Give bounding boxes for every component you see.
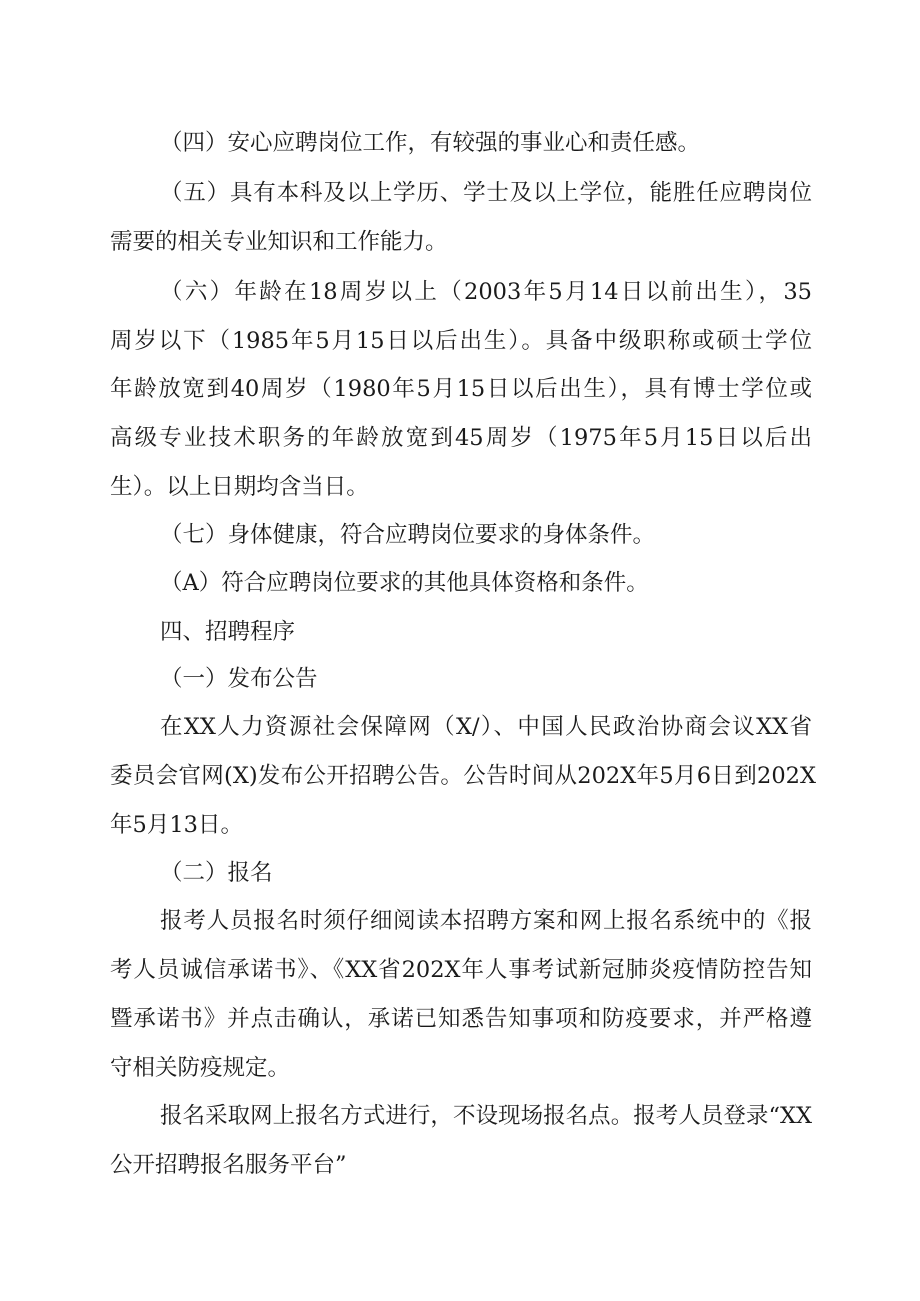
para-qualification-8: （A）符合应聘岗位要求的其他具体资格和条件。 xyxy=(160,570,649,596)
para-qualification-7: （七）身体健康，符合应聘岗位要求的身体条件。 xyxy=(160,522,656,548)
para-registration-line-3: 暨承诺书》并点击确认，承诺已知悉告知事项和防疫要求，并严格遵 xyxy=(110,1006,812,1032)
subheading-publish-notice: （一）发布公告 xyxy=(160,666,318,692)
para-notice-line-1: 在XX人力资源社会保障网（X/）、中国人民政治协商会议XX省 xyxy=(160,714,812,740)
para-qualification-5-line-2: 需要的相关专业知识和工作能力。 xyxy=(110,229,448,255)
para-qualification-6-line-3: 年龄放宽到40周岁（1980年5月15日以后出生），具有博士学位或 xyxy=(110,376,812,402)
para-online-registration-line-1: 报名采取网上报名方式进行，不设现场报名点。报考人员登录“XX xyxy=(160,1103,812,1129)
para-online-registration-line-2: 公开招聘报名服务平台” xyxy=(110,1152,347,1178)
para-qualification-6-line-2: 周岁以下（1985年5月15日以后出生）。具备中级职称或硕士学位 xyxy=(110,328,812,354)
para-notice-line-3: 年5月13日。 xyxy=(110,812,243,838)
subheading-registration: （二）报名 xyxy=(160,860,273,886)
para-notice-line-2: 委员会官网(X)发布公开招聘公告。公告时间从202X年5月6日到202X xyxy=(110,763,816,789)
section-heading-recruitment-procedure: 四、招聘程序 xyxy=(160,619,296,645)
para-qualification-6-line-4: 高级专业技术职务的年龄放宽到45周岁（1975年5月15日以后出 xyxy=(110,425,812,451)
para-registration-line-1: 报考人员报名时须仔细阅读本招聘方案和网上报名系统中的《报 xyxy=(160,908,812,934)
para-qualification-5-line-1: （五）具有本科及以上学历、学士及以上学位，能胜任应聘岗位 xyxy=(160,180,812,206)
para-qualification-6-line-5: 生）。以上日期均含当日。 xyxy=(110,474,369,500)
para-registration-line-4: 守相关防疫规定。 xyxy=(110,1055,291,1081)
para-registration-line-2: 考人员诚信承诺书》、《XX省202X年人事考试新冠肺炎疫情防控告知 xyxy=(110,957,812,983)
para-qualification-4: （四）安心应聘岗位工作，有较强的事业心和责任感。 xyxy=(160,130,701,156)
para-qualification-6-line-1: （六）年龄在18周岁以上（2003年5月14日以前出生），35 xyxy=(160,279,812,305)
